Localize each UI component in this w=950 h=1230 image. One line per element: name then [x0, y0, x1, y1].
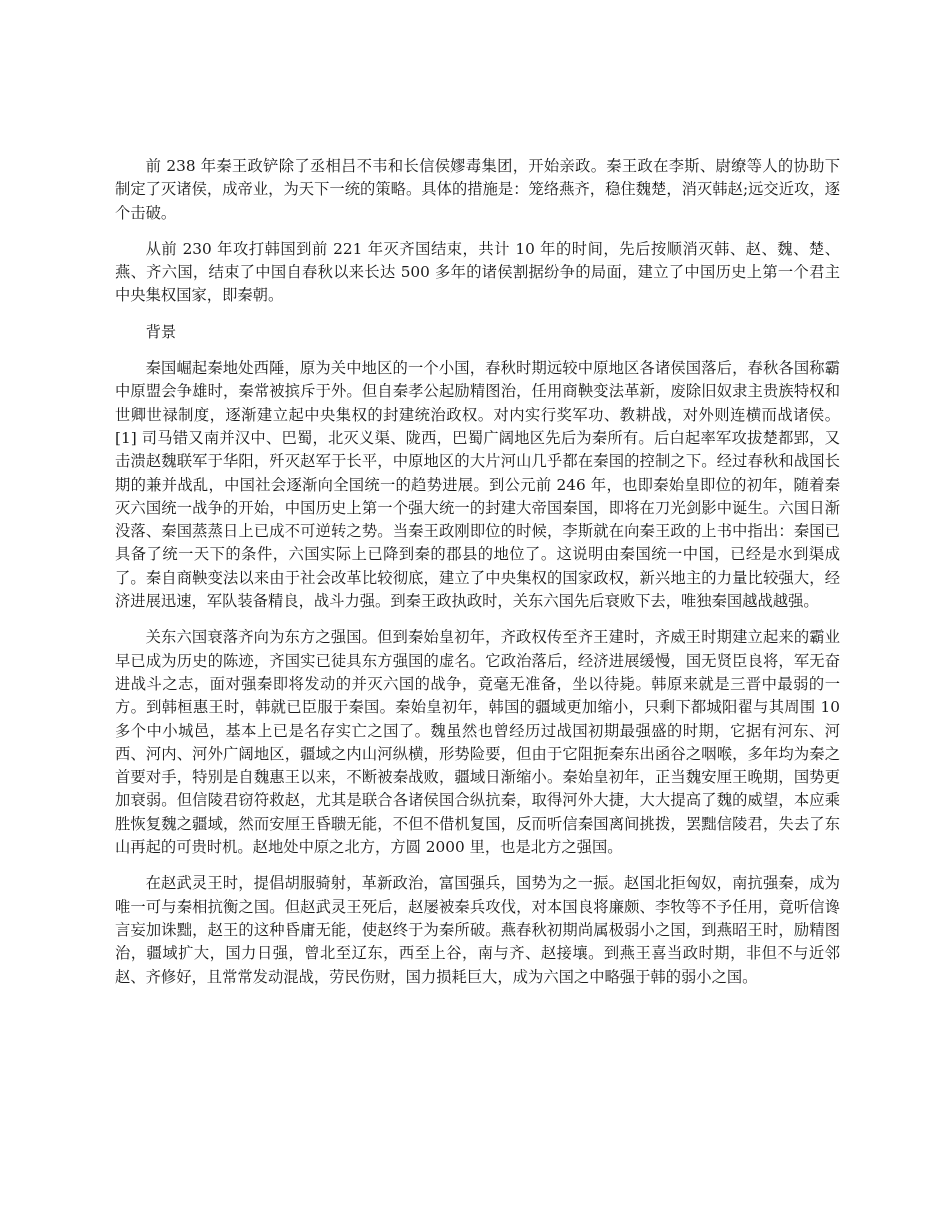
- document-page: [115, 155, 840, 1002]
- intro-paragraph-1: 前 238 年秦王政铲除了丞相吕不韦和长信侯嫪毒集团，开始亲政。秦王政在李斯、尉缭等人的协助下制定了灭诸侯，成帝业，为天下一统的策略。具体的措施是：笼络燕齐，稳住魏楚，消灭韩赵;远交近攻，逐个击破。: [115, 157, 840, 222]
- section-heading: 背景: [145, 322, 177, 341]
- body-paragraph-qin-rise: 秦国崛起秦地处西陲，原为关中地区的一个小国，春秋时期远较中原地区各诸侯国落后，春秋各国称霸中原盟会争雄时，秦常被摈斥于外。但自秦孝公起励精图治，任用商鞅变法革新，废除旧奴隶主贵族特权和世卿世禄制度，逐渐建立起中央集权的封建统治政权。对内实行奖军功、教耕战，对外则连横而战诸侯。[1] 司马错又南并汉中、巴蜀，北灭义渠、陇西，巴蜀广阔地区先后为秦所有。后白起率军攻拔楚都郢，又击溃赵魏联军于华阳，歼灭赵军于长平，中原地区的大片河山几乎都在秦国的控制之下。经过春秋和战国长期的兼并战乱，中国社会逐渐向全国统一的趋势进展。到公元前 246 年，也即秦始皇即位的初年，随着秦灭六国统一战争的开始，中国历史上第一个强大统一的封建大帝国秦国，即将在刀光剑影中诞生。六国日渐没落、秦国蒸蒸日上已成不可逆转之势。当秦王政刚即位的时候，李斯就在向秦王政的上书中指出：秦国已具备了统一天下的条件，六国实际上已降到秦的郡县的地位了。这说明由秦国统一中国，已经是水到渠成了。秦自商鞅变法以来由于社会改革比较彻底，建立了中央集权的国家政权，新兴地主的力量比较强大，经济进展迅速，军队装备精良，战斗力强。到秦王政执政时，关东六国先后衰败下去，唯独秦国越战越强。: [115, 359, 840, 611]
- body-paragraph-six-states-decline: 关东六国衰落齐向为东方之强国。但到秦始皇初年，齐政权传至齐王建时，齐威王时期建立起来的霸业早已成为历史的陈迹，齐国实已徒具东方强国的虚名。它政治落后，经济进展缓慢，国无贤臣良将，军无奋进战斗之志，面对强秦即将发动的并灭六国的战争，竟毫无准备，坐以待毙。韩原来就是三晋中最弱的一方。到韩桓惠王时，韩就已臣服于秦国。秦始皇初年，韩国的疆域更加缩小，只剩下都城阳翟与其周围 10 多个中小城邑，基本上已是名存实亡之国了。魏虽然也曾经历过战国初期最强盛的时期，它据有河东、河西、河内、河外广阔地区，疆域之内山河纵横，形势险要，但由于它阻扼秦东出函谷之咽喉，多年均为秦之首要对手，特别是自魏惠王以来，不断被秦战败，疆域日渐缩小。秦始皇初年，正当魏安厘王晚期，国势更加衰弱。但信陵君窃符救赵，尤其是联合各诸侯国合纵抗秦，取得河外大捷，大大提高了魏的威望，本应乘胜恢复魏之疆域，然而安厘王昏聩无能，不但不借机复国，反而听信秦国离间挑拨，罢黜信陵君，失去了东山再起的可贵时机。赵地处中原之北方，方圆 2000 里，也是北方之强国。: [115, 628, 840, 857]
- body-paragraph-zhao-yan: 在赵武灵王时，提倡胡服骑射，革新政治，富国强兵，国势为之一振。赵国北拒匈奴，南抗强秦，成为唯一可与秦相抗衡之国。但赵武灵王死后，赵屡被秦兵攻伐，对本国良将廉颇、李牧等不予任用，竟听信谗言妄加诛黜，赵王的这种昏庸无能，使赵终于为秦所破。燕春秋初期尚属极弱小之国，到燕昭王时，励精图治，疆域扩大，国力日强，曾北至辽东，西至上谷，南与齐、赵接壤。到燕王喜当政时期，非但不与近邻赵、齐修好，且常常发动混战，劳民伤财，国力损耗巨大，成为六国之中略强于韩的弱小之国。: [115, 874, 840, 986]
- intro-paragraph-2: 从前 230 年攻打韩国到前 221 年灭齐国结束，共计 10 年的时间，先后按顺消灭韩、赵、魏、楚、燕、齐六国，结束了中国自春秋以来长达 500 多年的诸侯割据纷争的局面，建立了中国历史上第一个君主中央集权国家，即秦朝。: [115, 239, 840, 305]
